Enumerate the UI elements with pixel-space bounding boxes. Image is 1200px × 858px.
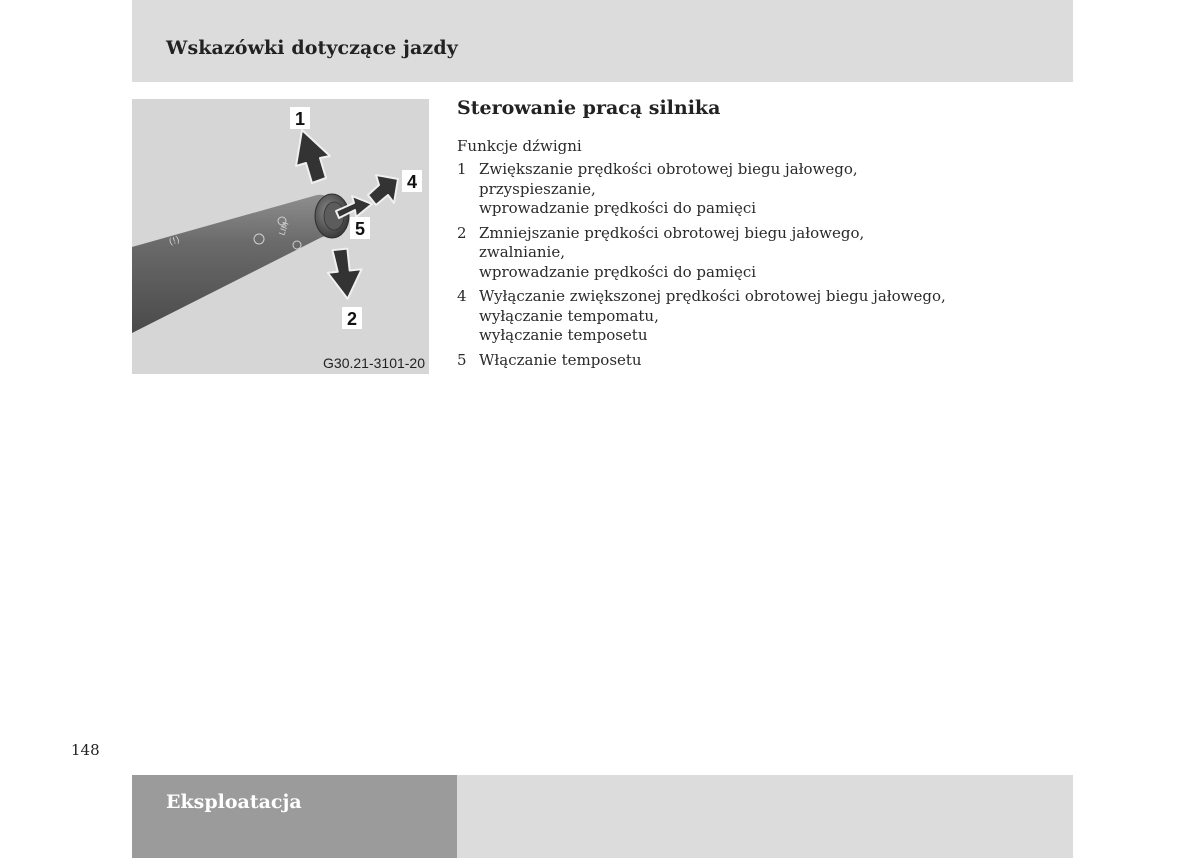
header-band bbox=[132, 0, 1073, 82]
list-item bbox=[457, 351, 1057, 371]
page-number: 148 bbox=[71, 741, 100, 759]
section-intro: Funkcje dźwigni bbox=[457, 137, 582, 155]
footer-section-tab bbox=[132, 775, 457, 858]
lever-symbol-warning: (!) bbox=[167, 235, 182, 248]
callout-2: 2 bbox=[346, 309, 358, 329]
arrow-up-right-icon bbox=[368, 175, 398, 205]
arrow-down-icon bbox=[325, 247, 364, 300]
list-item-number: 1 bbox=[457, 160, 467, 178]
list-item-line: wyłączanie tempomatu, bbox=[479, 306, 659, 325]
footer-section-label: Eksploatacja bbox=[166, 791, 302, 813]
section-content bbox=[457, 97, 1057, 375]
lever-drawing bbox=[132, 99, 429, 374]
figure-caption: G30.21-3101-20 bbox=[323, 355, 425, 371]
callout-4: 4 bbox=[406, 172, 418, 192]
list-item-line: zwalnianie, bbox=[479, 243, 565, 261]
list-item bbox=[457, 287, 1057, 346]
lever-illustration bbox=[132, 99, 429, 374]
list-item bbox=[457, 224, 1057, 283]
list-item-line: wprowadzanie prędkości do pamięci bbox=[479, 199, 757, 217]
callout-5: 5 bbox=[354, 219, 366, 239]
running-header-title: Wskazówki dotyczące jazdy bbox=[166, 37, 458, 59]
list-item-number: 2 bbox=[457, 223, 467, 242]
section-title: Sterowanie pracą silnika bbox=[457, 97, 721, 119]
lever-symbol-lim: LIM bbox=[277, 220, 291, 237]
list-item-line: wprowadzanie prędkości do pamięci bbox=[479, 262, 757, 281]
list-item bbox=[457, 160, 1057, 219]
callout-1: 1 bbox=[294, 109, 306, 129]
list-item-line: Wyłączanie zwiększonej prędkości obrotowej biegu jałowego, bbox=[479, 287, 946, 305]
list-item-line: wyłączanie temposetu bbox=[479, 326, 648, 344]
list-item-line: Włączanie temposetu bbox=[479, 350, 642, 369]
list-item-number: 5 bbox=[457, 350, 467, 369]
function-list bbox=[457, 160, 1057, 370]
arrow-up-icon bbox=[296, 130, 330, 183]
list-item-line: Zwiększanie prędkości obrotowej biegu jałowego, bbox=[479, 160, 858, 178]
list-item-line: Zmniejszanie prędkości obrotowej biegu jałowego, bbox=[479, 223, 865, 242]
lever-stalk bbox=[132, 195, 333, 333]
footer-band bbox=[457, 775, 1073, 858]
list-item-number: 4 bbox=[457, 287, 467, 305]
list-item-line: przyspieszanie, bbox=[479, 179, 596, 198]
